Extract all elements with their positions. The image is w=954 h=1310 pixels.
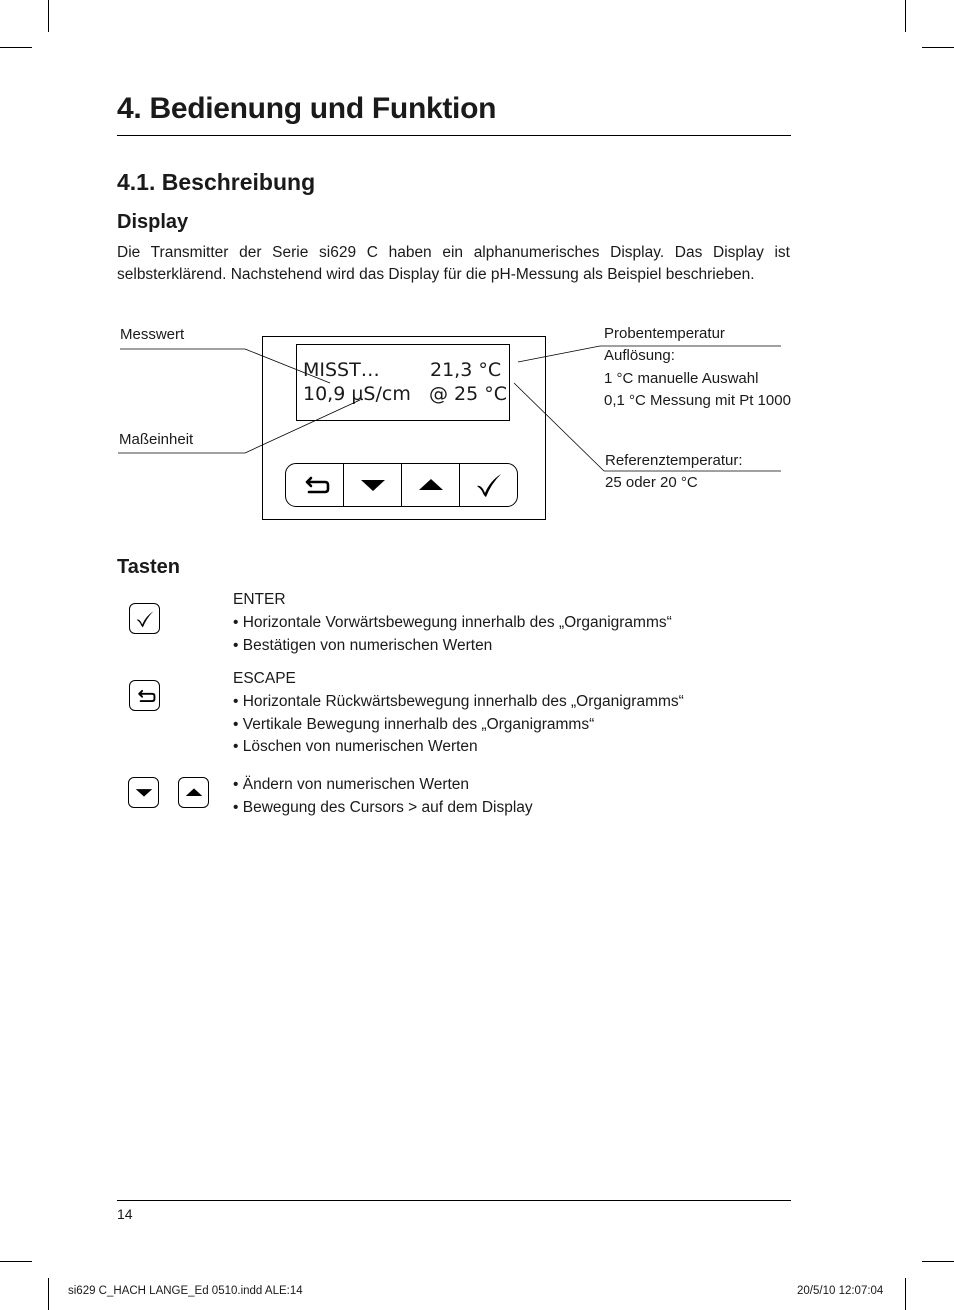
crop-mark — [905, 1278, 906, 1310]
enter-key-name: ENTER — [233, 591, 286, 608]
label-resolution-2: 0,1 °C Messung mit Pt 1000 — [604, 392, 791, 409]
arrow-up-icon — [418, 477, 444, 493]
device-keypad — [285, 463, 518, 507]
escape-key-name: ESCAPE — [233, 670, 296, 687]
label-resolution-1: 1 °C manuelle Auswahl — [604, 370, 759, 387]
display-heading: Display — [117, 211, 189, 233]
label-referenztemperatur-value: 25 oder 20 °C — [605, 474, 698, 491]
label-masseinheit: Maßeinheit — [119, 431, 194, 448]
escape-bullet-2: • Vertikale Bewegung innerhalb des „Organigramms“ — [233, 716, 595, 733]
escape-key-icon-box — [129, 680, 160, 711]
footer-rule — [117, 1200, 791, 1201]
up-key-icon-box — [178, 777, 209, 808]
label-probentemperatur: Probentemperatur — [604, 325, 725, 342]
enter-bullet-2: • Bestätigen von numerischen Werten — [233, 637, 493, 654]
arrow-down-icon — [360, 477, 386, 493]
crop-mark — [48, 1278, 49, 1310]
arrows-bullet-2: • Bewegung des Cursors > auf dem Display — [233, 799, 533, 816]
tasten-heading: Tasten — [117, 556, 180, 578]
footer-file-info: si629 C_HACH LANGE_Ed 0510.indd ALE:14 — [68, 1285, 303, 1297]
escape-icon — [134, 688, 156, 704]
device-down-key — [344, 464, 402, 506]
enter-key-icon-box — [129, 603, 160, 634]
escape-bullet-1: • Horizontale Rückwärtsbewegung innerhalb des „Organigramms“ — [233, 693, 684, 710]
lcd-line1-left: MISST… — [303, 359, 380, 381]
display-intro: Die Transmitter der Serie si629 C haben ein alphanumerisches Display. Das Display ist selbsterklärend. Nachstehend wird das Display für die pH-Messung als Beispiel beschrieben. — [117, 244, 790, 283]
label-messwert: Messwert — [120, 326, 185, 343]
escape-bullet-3: • Löschen von numerischen Werten — [233, 738, 478, 755]
device-up-key — [402, 464, 460, 506]
footer-timestamp: 20/5/10 12:07:04 — [797, 1285, 884, 1297]
label-aufloesung: Auflösung: — [604, 347, 675, 364]
device-enter-key — [460, 464, 517, 506]
arrows-bullet-1: • Ändern von numerischen Werten — [233, 776, 470, 793]
lcd-line1-right: 21,3 °C — [430, 359, 502, 381]
lcd-line2-left: 10,9 µS/cm — [303, 383, 411, 405]
label-referenztemperatur: Referenztemperatur: — [605, 452, 743, 469]
section-title: 4.1. Beschreibung — [117, 169, 316, 195]
checkmark-icon — [135, 610, 155, 628]
crop-mark — [0, 1261, 32, 1262]
arrow-down-icon — [135, 787, 153, 798]
enter-bullet-1: • Horizontale Vorwärtsbewegung innerhalb des „Organigramms“ — [233, 614, 672, 631]
crop-mark — [922, 1261, 954, 1262]
chapter-title: 4. Bedienung und Funktion — [117, 92, 497, 125]
down-key-icon-box — [128, 777, 159, 808]
device-escape-key — [286, 464, 344, 506]
arrow-up-icon — [185, 787, 203, 798]
escape-icon — [300, 474, 330, 496]
lcd-line2-right: @ 25 °C — [429, 383, 508, 405]
page-number: 14 — [117, 1206, 133, 1222]
checkmark-icon — [475, 472, 503, 498]
